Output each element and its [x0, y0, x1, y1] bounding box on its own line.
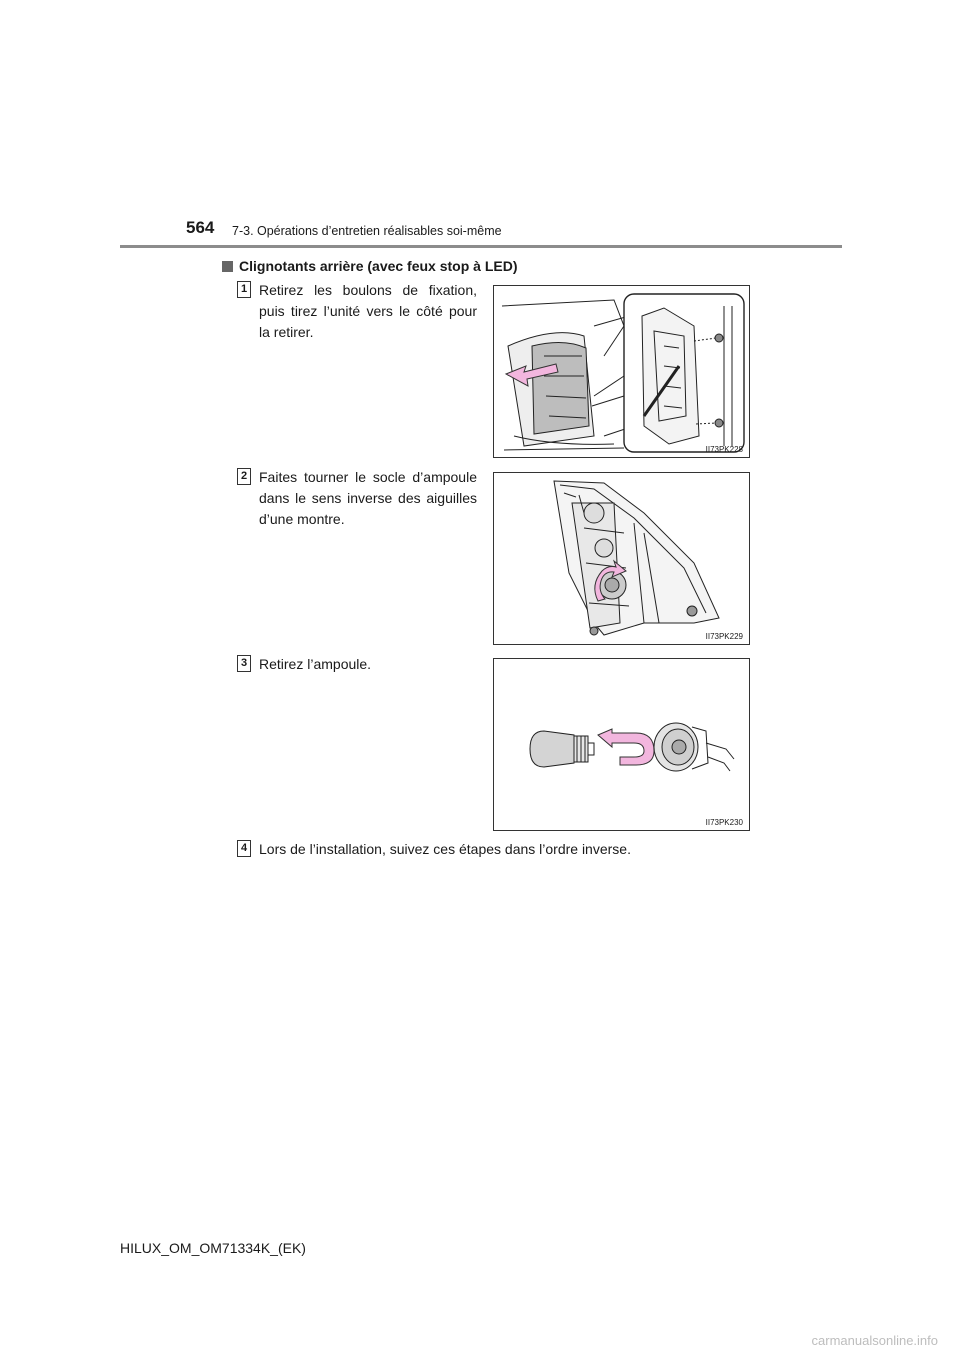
figure-remove-unit [493, 285, 750, 458]
subsection-heading [222, 258, 518, 274]
figure-code: II73PK229 [705, 632, 743, 641]
page-number: 564 [186, 218, 215, 237]
step-4-text: Lors de l’installation, suivez ces étapes dans l’ordre inverse. [259, 841, 631, 857]
step-number-3: 3 [237, 655, 251, 672]
step-number-1: 1 [237, 281, 251, 298]
figure-code: II73PK228 [705, 445, 743, 454]
bulb-removal-illustration [494, 659, 750, 831]
step-number-4: 4 [237, 840, 251, 857]
tail-light-back-illustration [494, 473, 750, 645]
square-bullet-icon [222, 261, 233, 272]
tail-light-removal-illustration [494, 286, 750, 458]
document-code: HILUX_OM_OM71334K_(EK) [120, 1240, 306, 1256]
section-title: 7-3. Opérations d’entretien réalisables soi-même [232, 224, 502, 238]
step-3-text: Retirez l’ampoule. [259, 656, 372, 672]
subsection-heading-text: Clignotants arrière (avec feux stop à LED) [239, 258, 518, 274]
step-1-text: Retirez les boulons de fixation, puis tirez l’unité vers le côté pour la retirer. [259, 282, 477, 340]
step-2-text: Faites tourner le socle d’ampoule dans le sens inverse des aiguilles d’une montre. [259, 469, 477, 527]
step-number-2: 2 [237, 468, 251, 485]
figure-bulb-socket-rotate [493, 472, 750, 645]
rotate-arrow-icon [598, 729, 654, 765]
figure-code: II73PK230 [705, 818, 743, 827]
watermark-text: carmanualsonline.info [811, 1333, 938, 1348]
figure-remove-bulb [493, 658, 750, 831]
header-rule [120, 245, 842, 248]
